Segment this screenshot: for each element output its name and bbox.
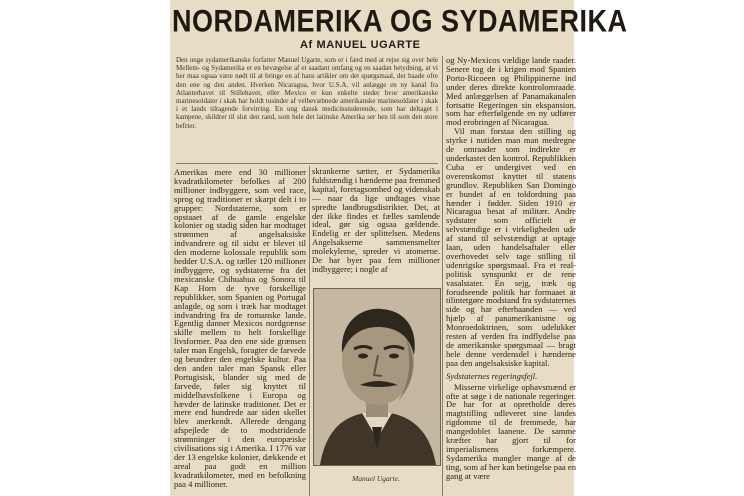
article-byline: Af MANUEL UGARTE	[300, 39, 421, 51]
column-text: skrankerne sætter, er Sydamerika fuldstændig i hænderne paa fremmed kapital, foretagsomhed og videnskab — naar da lige undtages visse spredte landbrugsdistrikter. Det, at der ikke findes et fælles samlende ideal, gør sig ogsaa gældende. Endelig er der splittelsen. Medens Angelsakserne sammensmelter molekylerne, spreder vi atomerne. De har byer paa fem millioner indbyggere; i nogle af	[312, 166, 440, 274]
column-text: Amerikas mere end 30 millioner kvadratkilometer befolkes af 200 millioner indbyggere, som ved race, sprog og traditioner er skarpt delt i to grupper: Nordstaterne, som er opstaaet af de gamle engelske kolonier og stadig siden har modtaget strømmen af angelsaksiske indvandrere og til sidst er blevet til den moderne kolossale republik som hedder U.S.A. og tæller 120 millioner indbyggere, og sydstaterne fra det mexicanske Chihuahua og Sonora til Kap Horn de tyve forskellige republikker, som Spanien og Portugal anlagde, og som i træk har modtaget indvandring fra de romanske lande. Egentlig danner Mexicos nordgrænse skille mellem to helt forskellige livsformer. Paa den ene side grænsen taler man Engelsk, foragter de farvede og beundrer den engelske kultur. Paa den anden taler man Spansk eller Portugisisk, blander sig med de farvede, føler sig knyttet til middelhavsfolkene i Europa og hævder de latinske traditioner. Det er mere end hundrede aar siden skellet blev anerkendt. Allerede dengang afspejlede de to modstridende strømninger i den europæiske civilisations sig i Amerika. I 1776 var der 13 engelske kolonier, dækkende et areal paa godt en million kvadratkilometer, med en befolkning paa 4 millioner.	[174, 167, 306, 489]
article-intro: Den unge sydamerikanske forfatter Manuel Ugarte, som er i færd med at rejse sig over hele Mellem- og Sydamerika er en bevægelse af et saadant omfang og en saadan betydning, at vi her maa ogsaa være nødt til at bringe en af hans artikler om det spørgsmaal, der baade ofre den ene og den anden. Hverken Nicaragua, hvor U.S.A. vil anlægge en ny kanal fra Atlanterhavet til Stillehavet, eller Mexico er kun enkelte steder hvor amerikanske marinesoldater i skak har holdt tusinder af velbevæbnede amerikanske marinesoldater i skak i et lands tiltagende forvirring. En ung dansk medicinstuderende, som har deltaget i kampene, skildrer til slut den rand, som hele det latinske Amerika ser hen til som den store befrier.	[176, 56, 438, 130]
portrait-caption: Manuel Ugarte.	[352, 474, 400, 483]
column-divider	[309, 166, 310, 496]
newspaper-page	[170, 0, 628, 496]
column-divider	[442, 56, 443, 496]
intro-divider	[176, 163, 438, 164]
article-headline: NORDAMERIKA OG SYDAMERIKA	[172, 4, 628, 39]
article-column-right	[446, 56, 576, 481]
section-subheading: Sydstaternes regeringsfejl.	[446, 370, 538, 381]
article-column-middle	[312, 167, 440, 274]
portrait-photo	[314, 289, 440, 465]
article-column-left	[174, 168, 306, 489]
column-text: Misserne virkelige ophavsmænd er ofte at søge i de nationale regeringer. De har for at opretholde deres magtstilling udleveret sine landes rigdomme til de fremmede, har mangedoblet laanene. De samme kræfter har gjort til for imperialismens forkæmpere. Sydamerika mangler mange af de ting, som af her kan betingelse paa en gang at være	[446, 381, 576, 481]
column-text: Vil man forstaa den stilling og styrke i nutiden man man medregne de omraader som indirekte er underkastet den kontrol. Republikken Cuba er undergivet ved en overenskomst knyttet til statens grundlov. Republiken San Domingo er bundet af en toldordning paa hænder i fødder. Siden 1910 er Nicaragua besat af militær. Andre sydstater som officielt er selvstændige er i virkeligheden ude af stand til selvstændigt at optage laan, uden handelsaftaler eller overhovedet selv tage stilling til udenrigske spørgsmaal. Fra et real-politisk synspunkt er de rene vasalstater. En sejg, træk og forudseende politik har formaaet at tilintetgøre modstand fra sydstaternes side og har efterhaanden — ved hjælp af panamerikanisme og Monroedoktrinen, som udelukker resten af verden fra indflydelse paa de amerikanske spørgsmaal — bragt hele denne verdensdel i hænderne paa den angelsaksiske kapital.	[446, 126, 576, 368]
author-portrait	[313, 288, 441, 466]
column-text: og Ny-Mexicos vældige lande raader. Senere tog de i krigen mod Spanien Porto-Ricoeen og Philippinerne ind under deres direkte kontrolomraade. Med anlæggelsen af Panamakanalen fortsatte Regeringen sin ekspansion, som har efterfølgende en ny udfører mod erobringen af Nicaragua.	[446, 55, 576, 128]
